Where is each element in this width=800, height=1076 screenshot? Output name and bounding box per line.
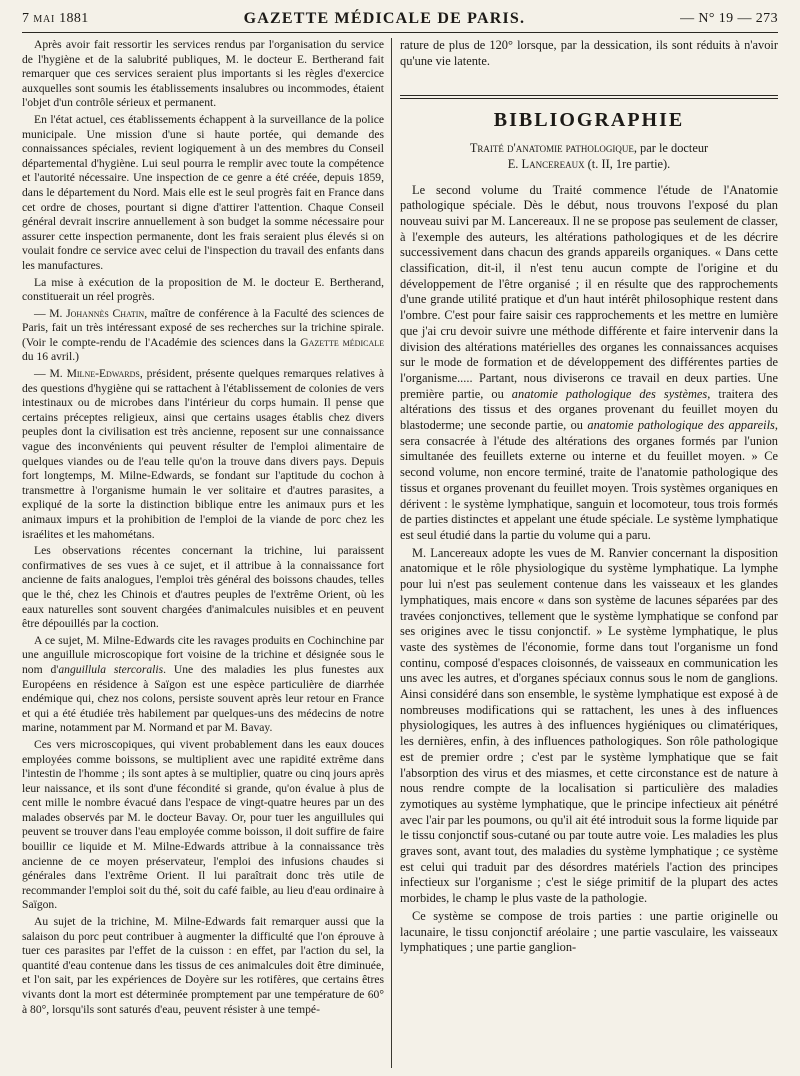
issue-page-number: — N° 19 — 273 <box>680 11 778 26</box>
paragraph: En l'état actuel, ces établissements échappent à la surveillance de la police municipale. Une mission d'une si haute portée, qui demande des connaissances spéciales, revient logiquement à un des membres du Conseil départemental d'hygiène. Lui seul pourra le remplir avec toute la compétence et l'autorité nécessaire. Une inspection de ce genre a été créée, depuis 1859, dans le département du Nord. Mais elle est le seul progrès fait en France dans cet ordre de choses, pourtant si digne d'attirer l'attention. Chaque Conseil général devrait inscrire annuellement à son budget la somme nécessaire pour assurer cette inspection permanente, dont les frais seraient plus élevés si on voulait fondre ce service avec celui de l'inspection du travail des enfants dans les manufactures. <box>22 112 384 272</box>
book-reference <box>400 141 778 172</box>
text-run: , maître de conférence à la Faculté des sciences de Paris, fait un très intéressant exposé de ses recherches sur la trichine spirale. (Voir le compte-rendu de l'Académie des sciences dans la <box>22 306 384 349</box>
text-run: A ce sujet, M. Milne-Edwards cite les ravages produits en Cochinchine par une anguillule microscopique fort voisine de la trichine et désignée sous le nom d' <box>22 633 384 676</box>
text-run: (t. II, 1re partie). <box>584 156 671 171</box>
paragraph: Au sujet de la trichine, M. Milne-Edwards fait remarquer aussi que la salaison du porc peut contribuer à augmenter la difficulté que l'on éprouve à tuer ces parasites par l'effet de la cuisson : en effet, par l'action du sel, la quantité d'eau contenue dans les tissus de ces animalcules doit être diminuée, et l'on sait, par les expériences de Doyère sur les rotifères, que certains êtres vivants dont la mort est déterminée promptement par une température de 60° à 80°, lorsqu'ils sont saturés d'eau, peuvent résister à une tempé- <box>22 915 384 1016</box>
paragraph <box>22 367 384 542</box>
right-column <box>400 38 778 1068</box>
journal-title: GAZETTE MÉDICALE DE PARIS. <box>243 10 526 27</box>
text-run: — M. <box>34 367 67 381</box>
column-divider <box>391 38 392 1068</box>
paragraph: Les observations récentes concernant la trichine, lui paraissent confirmatives de ses vues à ce sujet, et il attribue à la connaissance fort ancienne de faits analogues, l'emploi très général des boissons chaudes, telles que le thé, chez les Chinois et d'autres peuples de l'extrême Orient, où les eaux naturelles sont souvent chargées d'animalcules nuisibles et en peuvent être dépouillés par la coction. <box>22 544 384 631</box>
section-title: BIBLIOGRAPHIE <box>493 109 685 132</box>
paragraph: La mise à exécution de la proposition de M. le docteur E. Bertherand, constituerait un réel progrès. <box>22 275 384 304</box>
page-header <box>22 6 778 33</box>
paragraph <box>22 634 384 736</box>
text-run: Le second volume du Traité commence l'étude de l'Anatomie pathologique spéciale. Dès le début, nous trouvons l'exposé du plan nouveau suivi par M. Lancereaux. Il ne se propose pas seulement de classer, à l'exemple des auteurs, les altérations pathologiques et de les décrire successivement dans chacun des grands appareils organiques. « Dans cette classification, dit-il, il n'est tenu aucun compte de l'origine et du développement de l'être organisé ; il en résulte que des rapprochements d'une grande utilité pratique et d'un haut intérêt philosophique restent dans l'ombre. C'est pour faire saisir ces rapprochements et les mettre en lumière que j'ai cru devoir suivre une méthode différente et faire intervenir dans la division des altérations matérielles des organes les connaissances acquises sur le mode de formation et de développement des différentes parties de l'organisme..... Partant, nous diviserons ce travail en deux parties. Une première partie, ou <box>400 182 778 401</box>
journal-name: Gazette médicale <box>300 335 384 349</box>
left-column <box>22 38 384 1068</box>
paragraph: M. Lancereaux adopte les vues de M. Ranvier concernant la disposition anatomique et le rôle physiologique du système lymphatique. La lymphe pour lui n'est pas seulement contenue dans les vaisseaux et les glandes lymphatiques, mais encore « dans son système de lacunes séparées par des travées conjonctives, tellement que le système lymphatique se confond par ses origines avec le tissu conjonctif. » Le système lymphatique, le plus vaste des systèmes de l'économie, forme dans tout l'organisme un fond continu, composé d'espaces cloisonnés, de vaisseaux en communication les uns avec les autres, et d'organes spéciaux connus sous le nom de ganglions. Ainsi considéré dans son ensemble, le système lymphatique est exposé à de nombreuses modifications qui se rattachent, les unes à des influences physiologiques, les autres à des influences hygiéniques ou climatériques, les dernières, enfin, à des influences pathologiques. Son rôle pathologique est de premier ordre ; c'est par le système lymphatique que se fait l'absorption des virus et des miasmes, et cette circonstance est de nature à nous rendre compte de la localisation si particulière des maladies zymotiques au système lymphatique, que le principe infectieux ait pénétré avec l'air par les poumons, ou qu'il ait été introduit sous la forme liquide par le tissu conjonctif sous-cutané ou par toute autre voie. Les maladies les plus graves sont, avant tout, des maladies du système lymphatique ; ce système est celui qui traduit par des désordres matériels l'action des principes infectieux sur l'organisme ; c'est le siége primitif de la plupart des actes morbides, le champ le plus vaste de la pathologie. <box>400 545 778 906</box>
italic-term: anatomie pathologique des appareils <box>587 418 775 433</box>
text-run: , traitera des altérations des tissus et des organes provenant du feuillet moyen du blastoderme; une seconde partie, ou <box>400 386 778 433</box>
date-month: MAI <box>33 14 56 25</box>
paragraph: Ces vers microscopiques, qui vivent probablement dans les eaux douces employées comme boissons, se multiplient avec une rapidité extrême dans l'intestin de l'homme ; ils sont aptes à se multiplier, quatre ou cinq jours après leur naissance, et ils sont d'une fécondité si grande, qu'on évalue à plus de cent mille le nombre évacué dans l'espace de vingt-quatre heures par un des malades observés par M. le docteur Bavay. Or, pour tuer les anguillules qui peuvent se trouver dans l'eau employée comme boisson, il doit suffire de faire bouillir ce liquide et M. Milne-Edwards attribue à la connaissance très ancienne de ce moyen préservateur, l'emploi des infusions chaudes si générales dans l'extrême Orient. Il lui paraîtrait donc très utile de recommander l'emploi soit du thé, soit du café faible, au lieu d'eau ordinaire à Saïgon. <box>22 737 384 912</box>
book-title: Traité d'anatomie pathologique <box>469 141 634 156</box>
person-name: Johannès Chatin <box>66 306 145 320</box>
text-run: — M. <box>34 306 67 320</box>
section-rule <box>400 95 778 99</box>
text-run: , par le docteur <box>633 141 709 156</box>
date-day: 7 <box>22 11 30 26</box>
paragraph: rature de plus de 120° lorsque, par la dessication, ils sont réduits à n'avoir qu'une vie latente. <box>400 38 778 68</box>
text-run: , sera consacrée à l'étude des altérations des organes formés par l'union simultanée des feuillets externe ou interne et du feuillet moyen. » Ce second volume, non encore terminé, traite de l'anatomie pathologique des tissus et organes provenant du feuillet moyen. Trois systèmes organiques en dérivent : le système lymphatique, sanguin et locomoteur, tous trois formés de parties distinctes et appelant une étude spéciale. Le système lymphatique est seul étudié dans la partie du volume qui a paru. <box>400 418 778 542</box>
issue-date <box>22 11 89 27</box>
paragraph <box>400 183 778 544</box>
paragraph: Ce système se compose de trois parties : une partie originelle ou lacunaire, le tissu conjonctif aréolaire ; une partie vasculaire, les vaisseaux lymphatiques ; une partie ganglion- <box>400 908 778 955</box>
paragraph <box>22 307 384 365</box>
species-name: anguillula stercoralis <box>58 662 164 676</box>
paragraph: Après avoir fait ressortir les services rendus par l'organisation du service de l'hygiène et de la salubrité publiques, M. le docteur E. Bertherand fait remarquer que ces services seraient plus importants si les règles d'exercice auxquelles sont soumis les établissements insalubres ou incommodes, étaient l'objet d'un contrôle sérieux et permanent. <box>22 38 384 110</box>
italic-term: anatomie pathologique des systèmes <box>511 386 708 401</box>
date-year: 1881 <box>59 11 89 26</box>
book-author: E. Lancereaux <box>507 156 585 171</box>
text-run: du 16 avril.) <box>22 350 79 364</box>
person-name: Milne-Edwards <box>66 367 140 381</box>
text-run: . Une des maladies les plus funestes aux Européens en résidence à Saïgon est une espèce particulière de diarrhée endémique qui, chez nos colons, persiste souvent après leur retour en France et qui a été étudiée très habilement par quelques-uns des médecins de notre marine, notamment par M. Normand et par M. Bavay. <box>22 662 384 735</box>
text-run: , président, présente quelques remarques relatives à des questions d'hygiène qui se rattachent à l'établissement de colonies de vers intestinaux ou de microbes dans l'intérieur du corps humain. Il pense que certains préceptes religieux, ainsi que certains usages établis chez divers peuples dont la civilisation est très ancienne, reposent sur une connaissance vague des inconvénients qui peuvent résulter de l'emploi alimentaire de quelques viandes ou de l'eau telle qu'on la trouve dans divers pays. Depuis fort longtemps, M. Milne-Edwards, se fondant sur l'aptitude du cochon à transmettre à l'organisme humain le ver solitaire et d'autres parasites, a expliqué de la sorte la distinction biblique entre les animaux purs et les animaux impurs et la prohibition de l'emploi de la viande de porc chez les israélites et les mahométans. <box>22 367 384 541</box>
